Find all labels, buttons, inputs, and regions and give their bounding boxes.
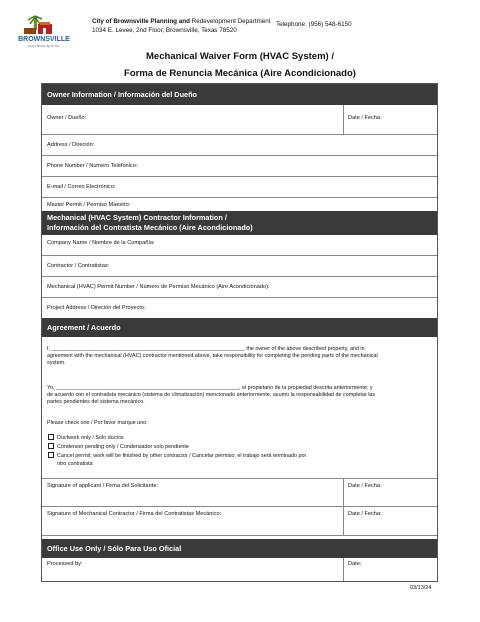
agreement-spanish-line1: Yo, _____________________________________________________________, el propietario de la propiedad descrita anteriormente; y [47,385,373,391]
hvac-permit-row[interactable] [42,277,437,298]
department-name [92,18,270,27]
company-row[interactable] [42,235,437,256]
cancel-permit-label-cont: otro contratista [57,461,93,467]
contractor-label: Contractor / Contratistas: [47,263,110,269]
owner-row[interactable] [42,105,437,135]
contractor-date-label: Date / Fecha: [348,511,382,517]
project-address-label: Project Address / Direción del Proyecto: [47,305,146,311]
processed-label: Processed by: [47,561,83,567]
agreement-spanish-line2: de acuerdo con el contratista mecánico (sistema de climatización) mencionado anteriormente, asumo la responsabilidad de completar las [47,392,376,399]
office-section-header: Office Use Only / Sólo Para Uso Oficial [42,539,437,558]
email-row[interactable] [42,177,437,198]
contractor-signature-row[interactable] [42,507,437,536]
processed-row[interactable] [42,558,437,581]
project-address-row[interactable] [42,298,437,318]
agreement-english-line3: system. [47,360,66,367]
contractor-row[interactable] [42,256,437,277]
condenser-label: Condenser pending only / Condensador solo pendiente [57,444,189,450]
applicant-date-label: Date / Fecha: [348,483,382,489]
address-row[interactable] [42,135,437,156]
form-title-english: Mechanical Waiver Form (HVAC System) / [146,51,334,62]
hvac-permit-label: Mechanical (HVAC) Permit Number / Número de Permiso Mecánico (Aire Acondicionado): [47,284,270,290]
agreement-spanish-line3: partes pendientes del sistema mecánico. [47,399,145,406]
agreement-section-header: Agreement / Acuerdo [42,318,437,337]
phone-label: Phone Number / Numero Telefónico: [47,163,138,169]
company-label: Company Name / Nombre de la Compañía: [47,240,155,246]
contractor-heading-line1: Mechanical (HVAC System) Contractor Information / [47,213,227,222]
logo-wordmark: BROWNSVILLE [18,36,70,43]
cancel-permit-checkbox[interactable] [48,452,54,458]
applicant-signature-label: Signature of applicant / Firma del Solicitante: [47,483,159,489]
option-condenser[interactable] [48,443,189,451]
cancel-permit-label: Cancel permit; work will be finished by other contractor / Cancelar permiso; el trabajo será terminado por [57,453,307,459]
department-name-rest: Redevelopment Department [189,18,271,25]
processed-date-label: Date: [348,561,362,567]
option-ductwork[interactable] [48,434,124,442]
owner-date-label: Date / Fecha: [348,115,382,121]
applicant-signature-row[interactable] [42,478,437,507]
phone-row[interactable] [42,156,437,177]
owner-date-divider [343,105,344,134]
applicant-date-divider [343,479,344,507]
logo-tagline: On the Border. By the Sea. [28,44,60,48]
contractor-section-header [42,211,437,235]
form-version-date: 03/13/24 [410,585,432,591]
department-phone: Telephone: (956) 548-6150 [276,21,352,28]
contractor-date-divider [343,507,344,536]
department-name-bold: City of Brownsville Planning and [92,18,190,25]
email-label: E-mail / Correo Electrónico: [47,184,116,190]
master-permit-label: Master Permit / Permiso Maestro: [47,202,131,208]
agreement-english-line2: agreement with the mechanical (HVAC) contractor mentioned above, take responsibility for completing the pending parts of the mechanical [47,353,378,360]
owner-label: Owner / Dueño: [47,115,87,121]
processed-date-divider [343,558,344,581]
check-prompt: Please check one / Por favor marque uno: [47,420,148,426]
department-info [92,18,270,35]
waiver-form [41,83,438,582]
form-title-spanish: Forma de Renuncia Mecánica (Aire Acondicionado) [124,68,356,79]
option-cancel-permit[interactable] [48,452,306,460]
owner-section-header: Owner Information / Información del Dueño [42,84,437,105]
department-address: 1034 E. Levee, 2nd Floor, Brownsville, Texas 78520 [92,26,237,34]
agreement-spanish [47,385,435,407]
ductwork-label: Ductwork only / Solo ductos [57,435,124,441]
master-permit-row[interactable] [42,198,437,211]
agreement-english-line1: I, ________________________________________________________________, the owner of the above described property, and in [47,346,365,352]
contractor-heading-line2: Información del Contratista Mecánico (Aire Acondicionado) [47,223,253,232]
city-logo [16,14,72,50]
condenser-checkbox[interactable] [48,443,54,449]
agreement-english [47,346,435,368]
contractor-signature-label: Signature of Mechanical Contractor / Firma del Contratistas Mecánico: [47,511,222,517]
ductwork-checkbox[interactable] [48,434,54,440]
address-label: Address / Direción: [47,142,95,148]
